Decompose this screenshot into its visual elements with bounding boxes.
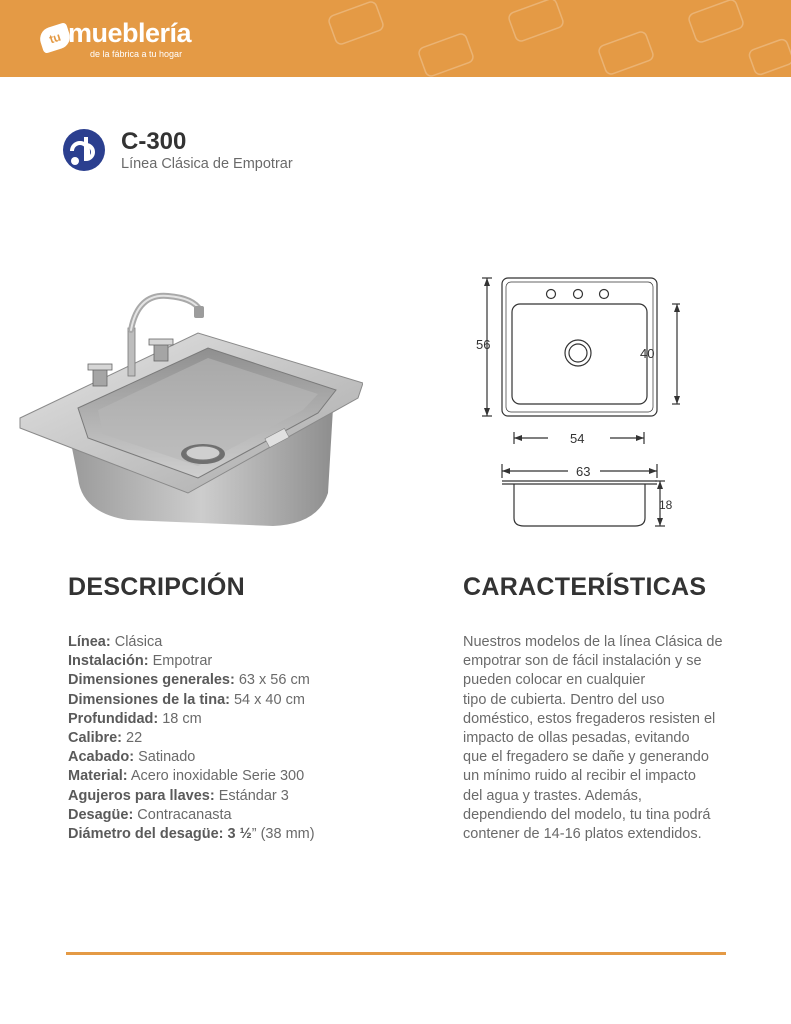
spec-value: Estándar 3 <box>214 787 289 804</box>
features-line: contener de 14-16 platos extendidos. <box>463 826 702 843</box>
spec-label: Instalación: <box>68 653 149 670</box>
spec-row-line <box>68 633 348 652</box>
spec-value: 63 x 56 cm <box>234 672 310 689</box>
spec-value: Clásica <box>110 634 163 650</box>
features-line: un mínimo ruido al recibir el impacto <box>463 768 696 785</box>
spec-row-gauge <box>68 729 348 748</box>
dim-overall-height: 56 <box>476 337 491 352</box>
logo-badge: tu <box>37 22 73 54</box>
features-line: pueden colocar en cualquier <box>463 672 646 689</box>
spec-value: Acero inoxidable Serie 300 <box>127 768 305 785</box>
features-line: dependiendo del modelo, tu tina podrá <box>463 806 711 823</box>
dim-basin-width: 54 <box>570 431 585 446</box>
spec-row-general-dimensions <box>68 671 348 690</box>
dim-overall-width: 63 <box>576 464 591 479</box>
features-line: empotrar son de fácil instalación y se <box>463 653 702 670</box>
spec-row-drain <box>68 806 348 825</box>
spec-row-basin-dimensions <box>68 691 348 710</box>
brand-mark-icon <box>62 127 106 173</box>
spec-row-installation <box>68 652 348 671</box>
dim-basin-height: 40 <box>640 346 655 361</box>
spec-label: Calibre: <box>68 730 122 747</box>
spec-list <box>68 633 348 844</box>
model-title: C-300 <box>121 128 187 155</box>
spec-row-drain-diameter <box>68 825 348 844</box>
spec-label: Línea: <box>68 634 111 650</box>
features-line: Nuestros modelos de la línea Clásica de <box>463 634 723 650</box>
model-line: Línea Clásica de Empotrar <box>121 156 293 172</box>
description-title: DESCRIPCIÓN <box>68 573 245 601</box>
spec-label: Dimensiones de la tina: <box>68 691 230 708</box>
spec-label: Dimensiones generales: <box>68 672 235 689</box>
spec-value: Contracanasta <box>133 806 232 823</box>
header-bar <box>0 0 791 77</box>
spec-value: Empotrar <box>148 653 213 670</box>
spec-label: Desagüe: <box>68 806 134 823</box>
spec-label: Acabado: <box>68 749 135 766</box>
spec-label: Agujeros para llaves: <box>68 787 215 804</box>
dimension-diagram <box>470 268 680 543</box>
spec-value: 54 x 40 cm <box>229 691 305 708</box>
footer-divider <box>66 952 726 955</box>
features-line: tipo de cubierta. Dentro del uso <box>463 691 665 708</box>
spec-value: ” (38 mm) <box>251 826 315 843</box>
sink-photo <box>18 288 363 528</box>
spec-value: 22 <box>122 730 143 747</box>
features-line: doméstico, estos fregaderos resisten el <box>463 710 716 727</box>
features-line: del agua y trastes. Además, <box>463 787 642 804</box>
spec-row-faucet-holes <box>68 787 348 806</box>
features-line: impacto de ollas pesadas, evitando <box>463 730 690 747</box>
header-pattern <box>311 0 791 77</box>
spec-value: 18 cm <box>158 710 202 727</box>
spec-value: Satinado <box>134 749 196 766</box>
spec-label: Material: <box>68 768 128 785</box>
spec-row-depth <box>68 710 348 729</box>
logo-name: mueblería <box>68 18 192 48</box>
features-text <box>463 633 733 844</box>
dim-depth: 18 <box>659 498 673 512</box>
spec-row-material <box>68 767 348 786</box>
spec-label: Diámetro del desagüe: 3 ½ <box>68 826 252 843</box>
features-line: que el fregadero se dañe y generando <box>463 749 709 766</box>
spec-row-finish <box>68 748 348 767</box>
features-title: CARACTERÍSTICAS <box>463 573 707 601</box>
logo-tagline: de la fábrica a tu hogar <box>90 49 183 59</box>
spec-label: Profundidad: <box>68 710 159 727</box>
